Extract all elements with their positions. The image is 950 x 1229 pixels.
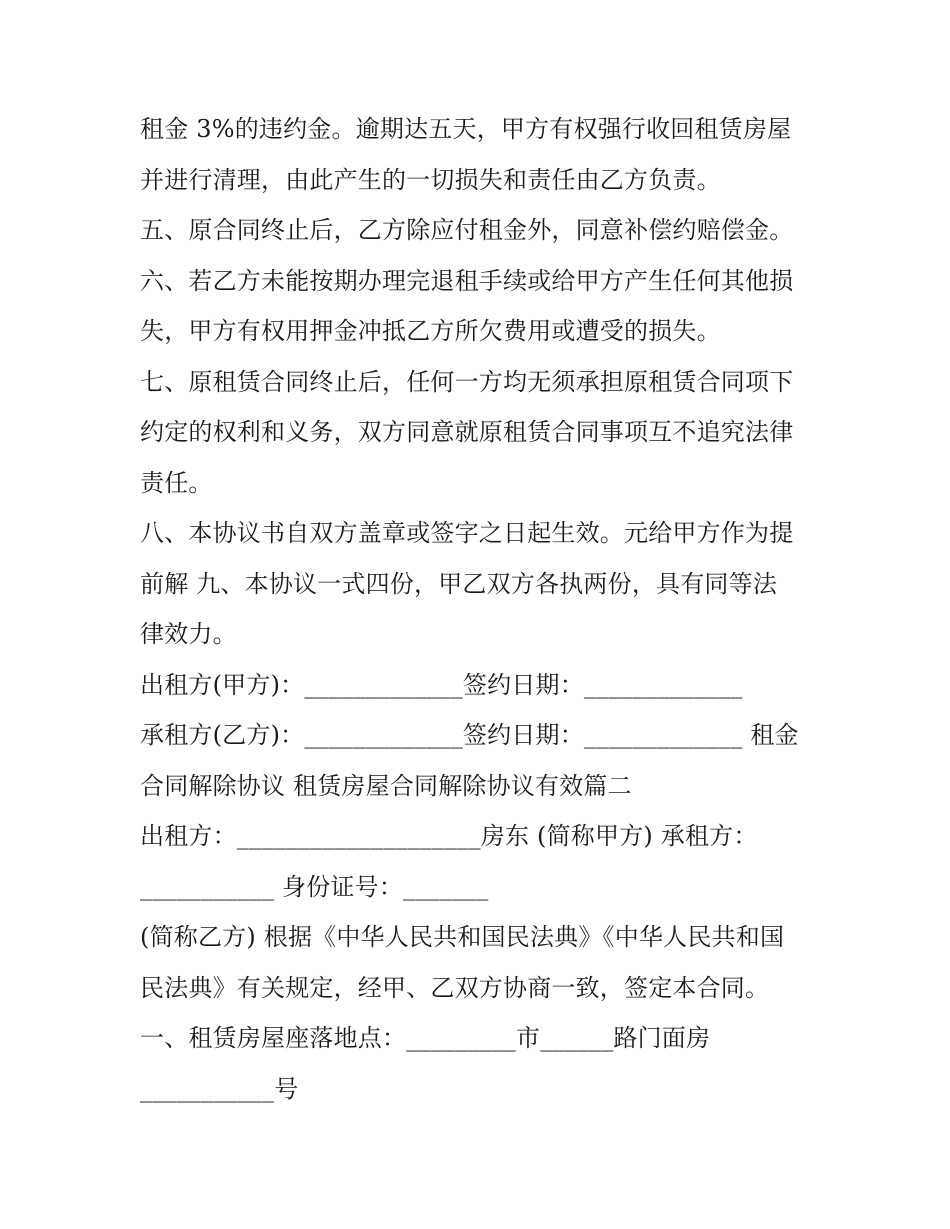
text-line: 约定的权利和义务，双方同意就原租赁合同事项互不追究法律	[140, 418, 794, 446]
text-line: 失，甲方有权用押金冲抵乙方所欠费用或遭受的损失。	[140, 317, 721, 345]
section-title: 合同解除协议 租赁房屋合同解除协议有效篇二	[140, 771, 632, 800]
clause-1-location: 一、租赁房屋座落地点：_________市______路门面房	[140, 1024, 711, 1052]
text-line: 律效力。	[140, 620, 237, 648]
lessee-signature-line: 承租方(乙方)：_____________签约日期：_____________ 租金	[140, 721, 799, 749]
text-line: 责任。	[140, 468, 213, 497]
clause-6: 六、若乙方未能按期办理完退租手续或给甲方产生任何其他损	[140, 266, 794, 295]
lessor-field-line: 出租方：____________________房东 (简称甲方) 承租方：	[140, 822, 758, 850]
text-line: 租金 3%的违约金。逾期达五天，甲方有权强行收回租赁房屋	[140, 115, 792, 143]
clause-8: 八、本协议书自双方盖章或签字之日起生效。元给甲方作为提	[140, 519, 794, 547]
id-number-line: ___________ 身份证号：_______	[140, 872, 489, 901]
clause-5: 五、原合同终止后，乙方除应付租金外，同意补偿约赔偿金。	[140, 216, 794, 244]
text-line: 民法典》有关规定，经甲、乙双方协商一致，签定本合同。	[140, 973, 770, 1002]
text-line: (简称乙方) 根据《中华人民共和国民法典》《中华人民共和国	[140, 923, 785, 951]
clause-7: 七、原租赁合同终止后，任何一方均无须承担原租赁合同项下	[140, 367, 794, 396]
text-line: ___________号	[140, 1074, 299, 1103]
lessor-signature-line: 出租方(甲方)：_____________签约日期：_____________	[140, 670, 743, 699]
text-line: 并进行清理，由此产生的一切损失和责任由乙方负责。	[140, 165, 721, 194]
document-body	[140, 104, 830, 1114]
clause-9: 前解 九、本协议一式四份，甲乙双方各执两份，具有同等法	[140, 569, 778, 598]
